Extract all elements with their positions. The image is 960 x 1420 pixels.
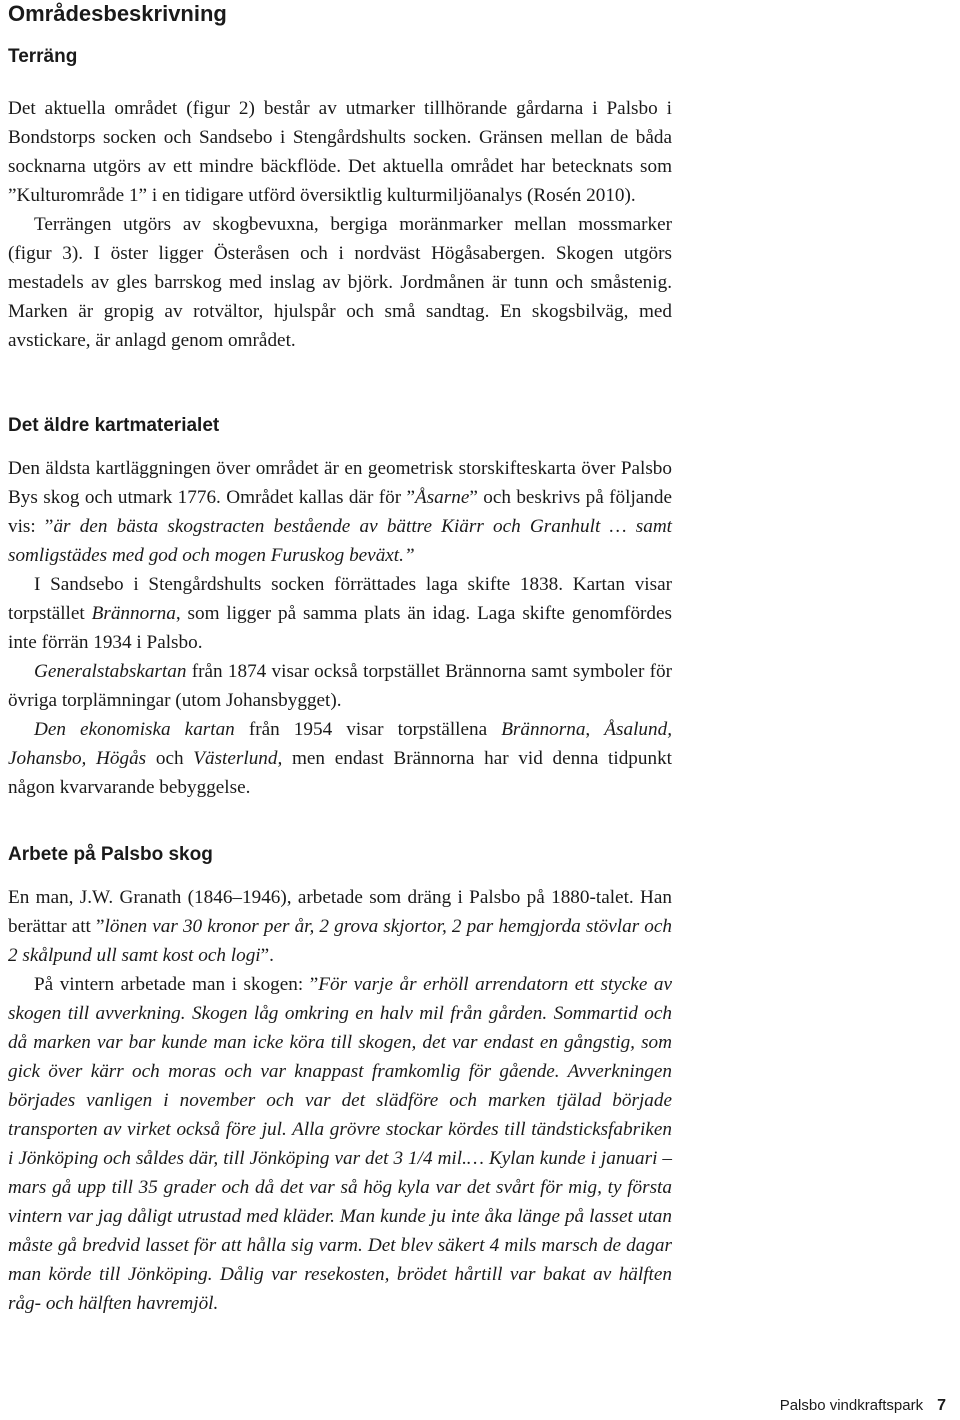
text-run: ”. [260,945,274,966]
text-run: En man, J.W. Granath (1846–1946), arbetade som dräng i Palsbo på 1880-talet. Han berättar att ” [8,887,672,937]
page-footer [780,1397,946,1415]
paragraph [8,657,672,715]
quote-italic: lönen var 30 kronor per år, 2 grova skjortor, 2 par hemgjorda stövlar och 2 skålpund ull samt kost och logi [8,916,672,966]
paragraph: Det aktuella området (figur 2) består av utmarker tillhörande gårdarna i Palsbo i Bondstorps socken och Sandsebo i Stengårdshults socken. Gränsen mellan de båda socknarna utgörs av ett mindre bäckflöde. Det aktuella området har betecknats som ”Kulturområde 1” i en tidigare utförd översiktlig kulturmiljöanalys (Rosén 2010). [8,98,672,206]
quote-italic: För varje år erhöll arrendatorn ett stycke av skogen till avverkning. Skogen låg omkring en halv mil från gården. Sommartid och då marken var bar kunde man icke köra till skogen, det var endast en gångstig, som gick över kärr och moras och var knappast framkomlig för gående. Avverkningen börjades vanligen i november och var det slädföre och marken tjälad började transporten av virket också före jul. Alla grövre stockar kördes till tändsticksfabriken i Jönköping och såldes där, till Jönköping var det 3 1/4 mil.… Kylan kunde i januari – mars gå upp till 35 grader och då det var så hög kyla var det svårt för mig, ty första vintern var jag dåligt utrustad med kläder. Man kunde ju inte åka länge på lasset utan måste gå bredvid lasset för att hålla sig varm. Det blev säkert 4 mils marsch de dagar man körde till Jönköping. Dålig var resekosten, brödet hårtill var bakat av hälften råg- och hälften havremjöl. [8,974,672,1314]
section-heading-work: Arbete på Palsbo skog [8,844,213,865]
text-run: och [146,748,194,769]
text-run-italic: Den ekonomiska kartan [34,719,235,740]
text-run: , [585,719,605,740]
section-body-maps [8,454,672,802]
text-run: , som ligger på samma plats än idag. Laga skifte genomfördes inte förrän 1934 i Palsbo. [8,603,673,653]
section-body-terrain [8,94,672,355]
text-run-italic: Brännorna [501,719,586,740]
footer-label: Palsbo vindkraftspark [779,1397,924,1414]
text-run-italic: Västerlund, [193,748,283,769]
paragraph [8,970,672,1318]
paragraph [8,570,672,657]
text-run: från 1874 visar också torpstället Brännorna samt symboler för övriga torplämningar (utom Johansbygget). [8,661,672,711]
paragraph [8,883,672,970]
page-number: 7 [937,1397,946,1414]
text-run-italic: Brännorna [91,603,176,624]
section-body-work [8,883,672,1318]
section-heading-terrain: Terräng [8,46,78,67]
quote-italic: är den bästa skogstracten bestående av bättre Kiärr och Granhult … samt somligstädes med god och mogen Furuskog beväxt.” [8,516,672,566]
text-run: men endast Brännorna har vid denna tidpunkt någon kvarvarande bebyggelse. [8,748,672,798]
paragraph [8,454,672,570]
text-run: På vintern arbetade man i skogen: ” [34,974,319,995]
text-run: från 1954 visar torpställena [234,719,502,740]
section-maps [8,414,672,802]
paragraph: Terrängen utgörs av skogbevuxna, bergiga moränmarker mellan mossmarker (figur 3). I öster ligger Österåsen och i nordväst Högåsabergen. Skogen utgörs mestadels av gles barrskog med inslag av björk. Jordmånen är tunn och småstenig. Marken är gropig av rotvältor, hjulspår och små sandtag. En skogsbilväg, med avstickare, är anlagd genom området. [8,214,672,351]
text-run-italic: Generalstabskartan [34,661,187,682]
page-title: Områdesbeskrivning [8,1,227,26]
text-run-italic: Åsalund, Johansbo, Högås [8,719,672,769]
text-run: I Sandsebo i Stengårdshults socken förrättades laga skifte 1838. Kartan visar torpstället [8,574,672,624]
section-terrain [8,45,672,355]
text-run-italic: Åsarne [414,487,470,508]
section-work [8,843,672,1318]
text-run: ” och beskrivs på följande vis: ” [8,487,672,537]
text-run: Den äldsta kartläggningen över området är en geometrisk storskifteskarta över Palsbo Bys skog och utmark 1776. Området kallas där för ” [8,458,672,508]
section-heading-maps: Det äldre kartmaterialet [8,415,220,436]
paragraph [8,715,672,802]
